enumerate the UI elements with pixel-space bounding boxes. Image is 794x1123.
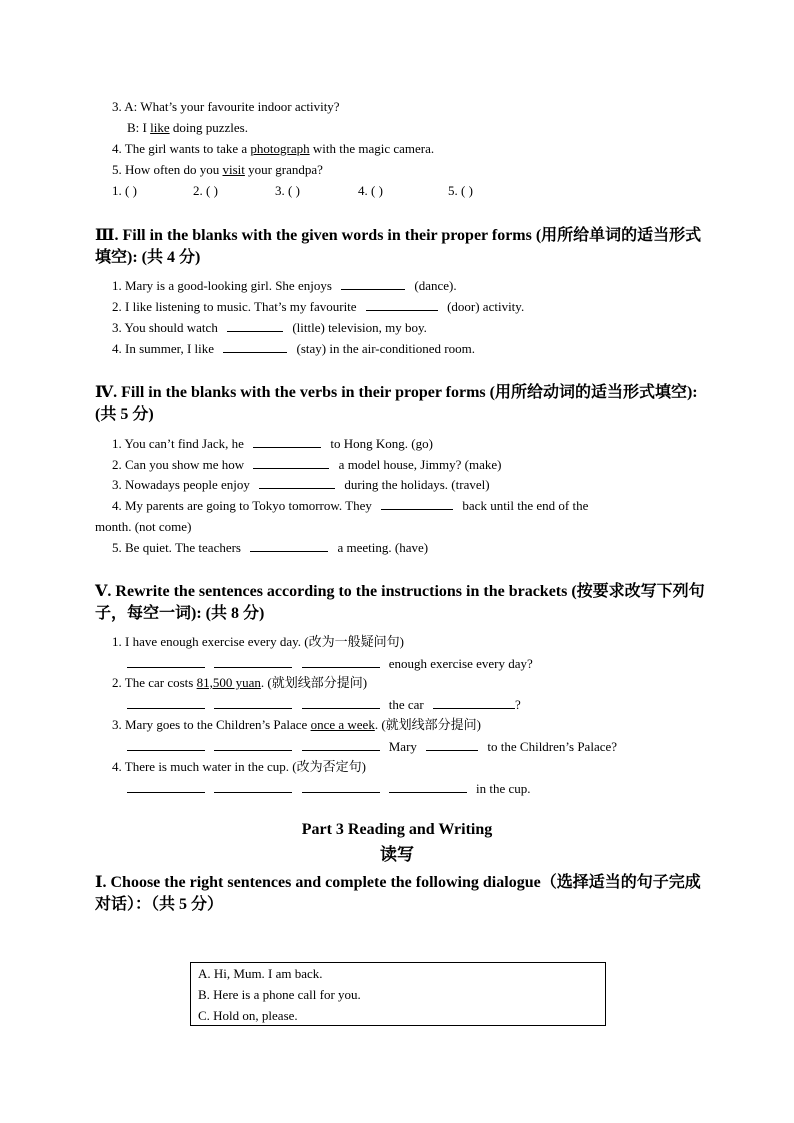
answer-blank[interactable]	[426, 738, 478, 751]
s5-q1: 1. I have enough exercise every day. (改为一般疑问句)	[112, 634, 404, 649]
answer-blank[interactable]	[433, 696, 515, 709]
answer-blank[interactable]	[127, 696, 205, 709]
answer-bracket-2[interactable]: 2. ( )	[193, 183, 218, 198]
s3-item-2: 2. I like listening to music. That’s my favourite (door) activity.	[112, 299, 525, 314]
answer-blank[interactable]	[127, 738, 205, 751]
options-box	[190, 962, 606, 1026]
answer-blank[interactable]	[127, 655, 205, 668]
answer-blank[interactable]	[227, 319, 283, 332]
answer-blank[interactable]	[214, 780, 292, 793]
option-b: B. Here is a phone call for you.	[198, 987, 361, 1002]
option-a: A. Hi, Mum. I am back.	[198, 966, 323, 981]
s3-item-3: 3. You should watch (little) television, my boy.	[112, 320, 427, 335]
answer-bracket-1[interactable]: 1. ( )	[112, 183, 137, 198]
answer-blank[interactable]	[250, 539, 328, 552]
answer-blank[interactable]	[259, 476, 335, 489]
answer-blank[interactable]	[253, 435, 321, 448]
underlined-phrase: once a week	[310, 717, 375, 732]
section-3-heading: Ⅲ. Fill in the blanks with the given words in their proper forms (用所给单词的适当形式填空): (共 4 分)	[95, 227, 702, 266]
underlined-word: like	[150, 120, 170, 135]
s5-q3: 3. Mary goes to the Children’s Palace once a week. (就划线部分提问)	[112, 717, 481, 732]
s4-item-5: 5. Be quiet. The teachers a meeting. (have)	[112, 540, 429, 555]
answer-blank[interactable]	[214, 655, 292, 668]
answer-blank[interactable]	[381, 497, 453, 510]
answer-blank[interactable]	[302, 738, 380, 751]
answer-blank[interactable]	[253, 456, 329, 469]
part-3-section-1-heading: Ⅰ. Choose the right sentences and complete the following dialogue（选择适当的句子完成对话）：（共 5 分）	[95, 874, 701, 913]
answer-bracket-3[interactable]: 3. ( )	[275, 183, 300, 198]
answer-blank[interactable]	[302, 655, 380, 668]
underlined-word: photograph	[250, 141, 310, 156]
answer-blank[interactable]	[366, 298, 438, 311]
s3-item-1: 1. Mary is a good-looking girl. She enjoys (dance).	[112, 278, 457, 293]
underlined-phrase: 81,500 yuan	[196, 675, 261, 690]
answer-blank[interactable]	[223, 340, 287, 353]
s4-item-4-cont: month. (not come)	[95, 519, 192, 534]
s5-q4: 4. There is much water in the cup. (改为否定句)	[112, 759, 366, 774]
s3-item-4: 4. In summer, I like (stay) in the air-conditioned room.	[112, 341, 475, 356]
section-4-heading: Ⅳ. Fill in the blanks with the verbs in their proper forms (用所给动词的适当形式填空): (共 5 分)	[95, 384, 698, 423]
question-3a: 3. A: What’s your favourite indoor activity?	[112, 99, 340, 114]
answer-blank[interactable]	[341, 277, 405, 290]
answer-blank[interactable]	[127, 780, 205, 793]
part-3-title: Part 3 Reading and Writing	[301, 821, 493, 838]
part-3-subtitle: 读写	[380, 845, 414, 864]
s5-q4-answer: in the cup.	[127, 780, 531, 798]
question-4: 4. The girl wants to take a photograph with the magic camera.	[112, 141, 435, 156]
s4-item-2: 2. Can you show me how a model house, Jimmy? (make)	[112, 457, 502, 472]
s5-q3-answer: Mary to the Children’s Palace?	[127, 738, 617, 756]
s4-item-3: 3. Nowadays people enjoy during the holidays. (travel)	[112, 477, 490, 492]
s5-q2: 2. The car costs 81,500 yuan. (就划线部分提问)	[112, 675, 368, 690]
answer-blank[interactable]	[214, 738, 292, 751]
s4-item-1: 1. You can’t find Jack, he to Hong Kong. (go)	[112, 436, 433, 451]
answer-blank[interactable]	[214, 696, 292, 709]
answer-bracket-5[interactable]: 5. ( )	[448, 183, 473, 198]
section-5-heading: Ⅴ. Rewrite the sentences according to the instructions in the brackets (按要求改写下列句子，每空一词): (共 8 分)	[95, 583, 705, 622]
underlined-word: visit	[222, 162, 245, 177]
s5-q1-answer: enough exercise every day?	[127, 655, 533, 673]
answer-blank[interactable]	[302, 696, 380, 709]
question-5: 5. How often do you visit your grandpa?	[112, 162, 323, 177]
s5-q2-answer: the car ?	[127, 696, 521, 714]
s4-item-4: 4. My parents are going to Tokyo tomorrow. They back until the end of the	[112, 498, 589, 513]
option-c: C. Hold on, please.	[198, 1008, 298, 1023]
answer-bracket-4[interactable]: 4. ( )	[358, 183, 383, 198]
answer-blank[interactable]	[389, 780, 467, 793]
question-3b: B: I like doing puzzles.	[127, 120, 248, 135]
answer-blank[interactable]	[302, 780, 380, 793]
